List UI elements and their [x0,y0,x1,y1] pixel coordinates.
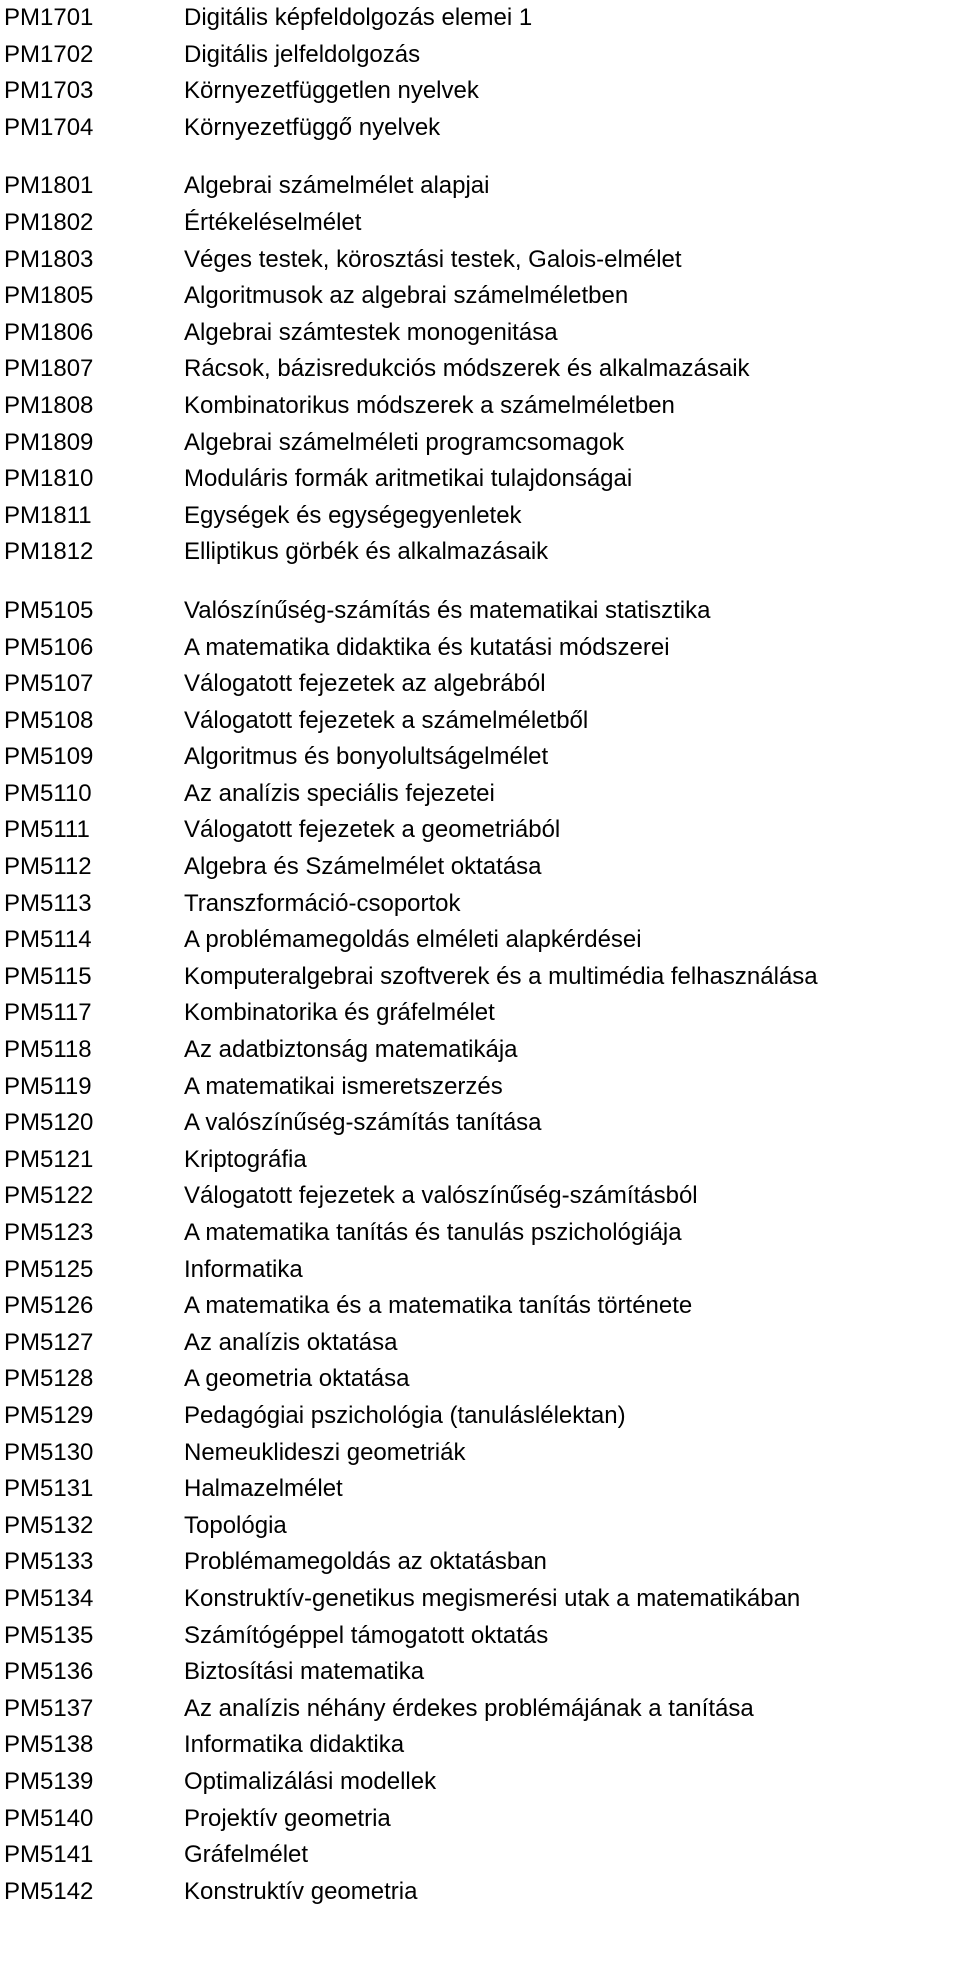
course-row [4,315,954,352]
course-code: PM5119 [4,1072,92,1100]
course-row [4,812,954,849]
course-code: PM5128 [4,1365,94,1393]
course-title: Válogatott fejezetek a valószínűség-számításból [184,1182,698,1210]
course-title: Algoritmus és bonyolultságelmélet [184,743,549,771]
course-title: Nemeuklideszi geometriák [184,1438,466,1466]
course-title: Konstruktív-genetikus megismerési utak a matematikában [184,1584,801,1612]
course-row [4,425,954,462]
course-title: Az analízis oktatása [184,1328,398,1356]
course-code: PM5123 [4,1219,94,1246]
course-row [4,1069,954,1106]
course-code: PM5127 [4,1328,94,1356]
course-title: Topológia [184,1511,287,1539]
course-code: PM5115 [4,962,92,990]
course-row [4,278,954,315]
course-code: PM5111 [4,816,90,844]
course-code: PM1809 [4,428,94,456]
course-title: Gráfelmélet [184,1841,309,1869]
course-row [4,849,954,886]
course-row [4,1215,954,1252]
course-code: PM5105 [4,596,94,624]
course-title: A matematikai ismeretszerzés [184,1072,503,1100]
course-row [4,776,954,813]
course-title: Az adatbiztonság matematikája [184,1036,518,1064]
course-code: PM1702 [4,40,94,68]
course-title: Kriptográfia [184,1145,307,1173]
course-row [4,37,954,74]
course-title: Az analízis speciális fejezetei [184,779,495,807]
course-code: PM5135 [4,1621,94,1649]
course-title: Algebrai számtestek monogenitása [184,318,558,346]
course-title: Informatika didaktika [184,1731,405,1759]
course-row [4,1435,954,1472]
course-code: PM5129 [4,1401,94,1429]
course-code: PM1810 [4,465,94,493]
course-code: PM5139 [4,1767,94,1795]
course-code: PM5130 [4,1438,94,1466]
course-row [4,1252,954,1289]
course-title: Elliptikus görbék és alkalmazásaik [184,538,549,566]
course-code: PM1811 [4,501,92,529]
course-code: PM5122 [4,1182,94,1210]
course-row [4,1471,954,1508]
course-row [4,886,954,923]
course-row [4,1288,954,1325]
course-title: Digitális képfeldolgozás elemei 1 [184,4,533,31]
course-title: Kombinatorika és gráfelmélet [184,999,495,1027]
course-code: PM5125 [4,1255,94,1283]
course-row [4,1361,954,1398]
course-row [4,1581,954,1618]
course-code: PM1701 [4,4,94,31]
course-group [4,168,954,571]
course-row [4,1544,954,1581]
course-list [4,0,954,1910]
course-title: Algebra és Számelmélet oktatása [184,853,542,881]
course-row [4,168,954,205]
course-code: PM5138 [4,1731,94,1759]
course-code: PM5137 [4,1694,94,1722]
course-code: PM1808 [4,391,94,419]
course-code: PM5142 [4,1877,94,1905]
course-title: Valószínűség-számítás és matematikai statisztika [184,596,711,624]
course-code: PM5120 [4,1109,94,1137]
course-row [4,1178,954,1215]
course-row [4,461,954,498]
course-title: Pedagógiai pszichológia (tanuláslélektan) [184,1401,626,1429]
course-row [4,1032,954,1069]
course-code: PM5109 [4,743,94,771]
course-title: Komputeralgebrai szoftverek és a multimédia felhasználása [184,962,818,990]
course-title: Az analízis néhány érdekes problémájának a tanítása [184,1694,754,1722]
course-title: Algebrai számelmélet alapjai [184,172,490,200]
course-row [4,73,954,110]
course-title: Válogatott fejezetek a számelméletből [184,706,589,734]
course-title: A valószínűség-számítás tanítása [184,1109,542,1137]
course-row [4,995,954,1032]
course-title: Halmazelmélet [184,1475,343,1503]
course-code: PM1805 [4,282,94,310]
course-code: PM1703 [4,77,94,105]
course-group [4,0,954,146]
course-title: A problémamegoldás elméleti alapkérdései [184,926,642,954]
course-code: PM5141 [4,1841,94,1869]
course-code: PM5110 [4,779,92,807]
course-title: Konstruktív geometria [184,1877,418,1905]
course-row [4,593,954,630]
course-title: Környezetfüggő nyelvek [184,113,441,141]
course-row [4,388,954,425]
course-code: PM5113 [4,889,92,917]
course-row [4,739,954,776]
course-row [4,1727,954,1764]
course-code: PM5136 [4,1658,94,1686]
course-title: Válogatott fejezetek a geometriából [184,816,561,844]
course-title: Transzformáció-csoportok [184,889,461,917]
course-row [4,1325,954,1362]
course-code: PM1807 [4,355,94,383]
course-row [4,498,954,535]
course-row [4,1142,954,1179]
course-row [4,534,954,571]
course-code: PM5108 [4,706,94,734]
course-row [4,1105,954,1142]
course-title: Válogatott fejezetek az algebrából [184,670,546,698]
course-code: PM5133 [4,1548,94,1576]
course-title: A geometria oktatása [184,1365,410,1393]
course-row [4,630,954,667]
course-code: PM5107 [4,670,94,698]
course-row [4,1618,954,1655]
course-row [4,1654,954,1691]
course-code: PM5134 [4,1584,94,1612]
course-title: Biztosítási matematika [184,1658,425,1686]
course-row [4,1837,954,1874]
course-code: PM1801 [4,172,94,200]
course-code: PM5131 [4,1475,94,1503]
course-title: Számítógéppel támogatott oktatás [184,1621,549,1649]
course-code: PM5114 [4,926,92,954]
course-code: PM5118 [4,1036,92,1064]
course-code: PM1812 [4,538,94,566]
course-code: PM5132 [4,1511,94,1539]
course-code: PM5140 [4,1804,94,1832]
course-title: A matematika tanítás és tanulás pszichológiája [184,1219,682,1246]
course-code: PM1806 [4,318,94,346]
course-code: PM1802 [4,208,94,236]
course-title: Értékeléselmélet [184,208,362,236]
course-row [4,0,954,37]
course-code: PM5121 [4,1145,94,1173]
course-title: Optimalizálási modellek [184,1767,437,1795]
course-title: Projektív geometria [184,1804,391,1832]
course-code: PM5126 [4,1292,94,1320]
course-row [4,1691,954,1728]
course-title: A matematika és a matematika tanítás története [184,1292,693,1320]
course-title: Algoritmusok az algebrai számelméletben [184,282,629,310]
course-row [4,922,954,959]
course-row [4,351,954,388]
course-title: Rácsok, bázisredukciós módszerek és alkalmazásaik [184,355,750,383]
course-row [4,242,954,279]
course-row [4,1398,954,1435]
course-row [4,1874,954,1911]
course-row [4,110,954,147]
course-row [4,205,954,242]
course-group [4,593,954,1910]
course-title: Kombinatorikus módszerek a számelméletben [184,391,675,419]
course-row [4,959,954,996]
course-row [4,1508,954,1545]
course-title: Digitális jelfeldolgozás [184,40,421,68]
course-row [4,666,954,703]
course-row [4,703,954,740]
course-title: Egységek és egységegyenletek [184,501,522,529]
course-code: PM5106 [4,633,94,661]
course-title: Informatika [184,1255,303,1283]
course-title: Problémamegoldás az oktatásban [184,1548,547,1576]
course-title: Algebrai számelméleti programcsomagok [184,428,625,456]
course-row [4,1801,954,1838]
course-title: Véges testek, körosztási testek, Galois-elmélet [184,245,682,273]
course-row [4,1764,954,1801]
course-code: PM5112 [4,853,92,881]
course-code: PM1803 [4,245,94,273]
course-title: Környezetfüggetlen nyelvek [184,77,479,105]
course-code: PM5117 [4,999,92,1027]
course-title: Moduláris formák aritmetikai tulajdonságai [184,465,633,493]
course-title: A matematika didaktika és kutatási módszerei [184,633,670,661]
course-code: PM1704 [4,113,94,141]
